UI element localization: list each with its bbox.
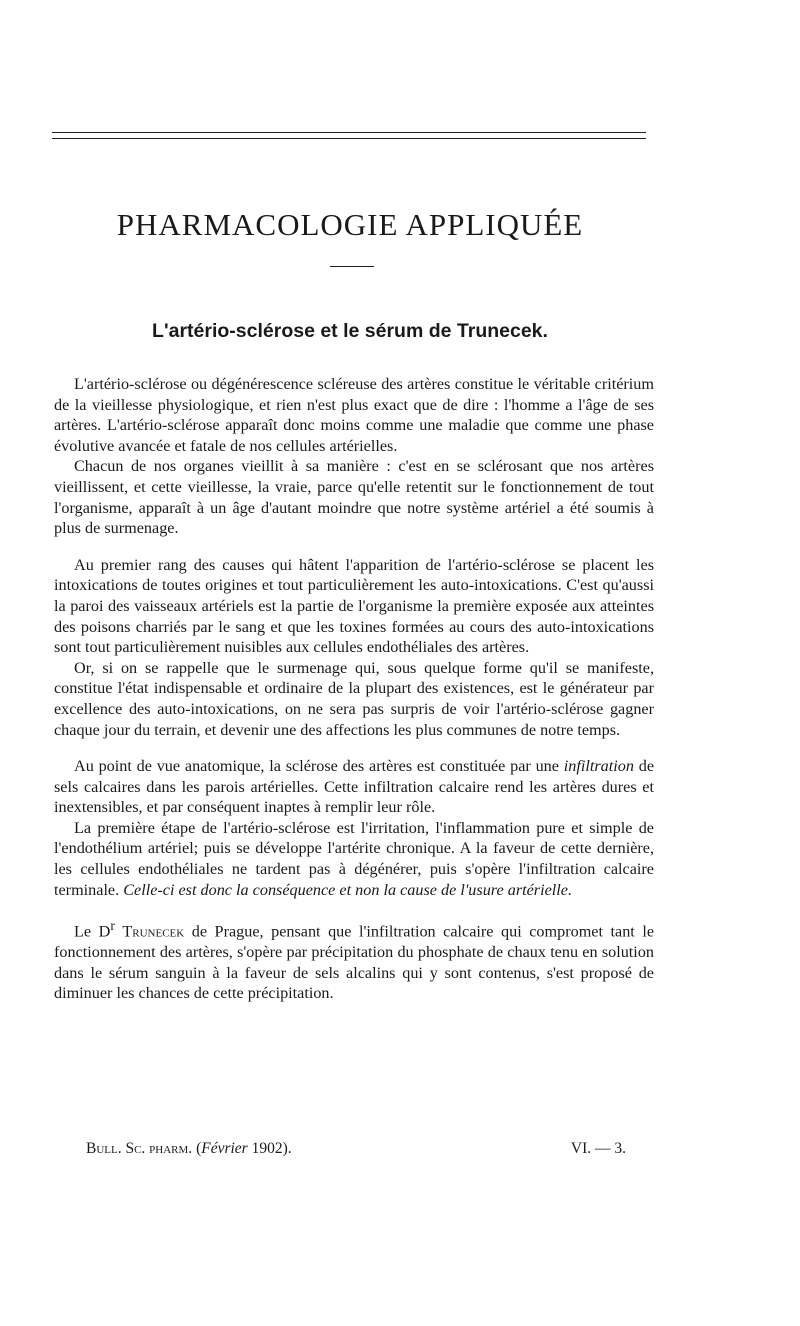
footer-date: Février [201,1140,248,1157]
article-subtitle: L'artério-sclérose et le sérum de Trunecek. [152,320,548,342]
paragraph-6 [54,818,654,900]
header-rule-bottom [52,138,646,139]
author-name: Trunecek [122,922,185,941]
paragraph-6-italic: Celle-ci est donc la conséquence et non la cause de l'usure artérielle. [123,880,573,899]
footer-signature: VI. — 3. [570,1140,626,1157]
article-body [54,374,654,1004]
paragraph-1: L'artério-sclérose ou dégénérescence scléreuse des artères constitue le véritable critérium de la vieillesse physiologique, et rien n'est plus exact que de dire : l'homme a l'âge de ses artères. L'artério-sclérose apparaît donc moins comme une maladie que comme une phase évolutive avancée et fatale de nos cellules artérielles. [54,375,654,455]
paragraph-7 [54,916,654,1004]
title-separator [330,266,374,267]
paragraph-7-before: Le D [74,922,111,941]
footer-date-close: 1902). [247,1140,292,1157]
paragraph-4: Or, si on se rappelle que le surmenage qui, sous quelque forme qu'il se manifeste, constitue l'état indispensable et ordinaire de la plupart des existences, est le générateur par excellence des auto-intoxications, on ne sera pas surpris de voir l'artério-sclérose gagner chaque jour du terrain, et devenir une des affections les plus communes de notre temps. [54,658,654,739]
footer-citation [86,1139,292,1159]
paragraph-3: Au premier rang des causes qui hâtent l'apparition de l'artério-sclérose se placent les intoxications de toutes origines et tout particulièrement les auto-intoxications. C'est qu'aussi la paroi des vaisseaux artériels est la partie de l'organisme la première exposée aux atteintes des poisons charriés par le sang et que les toxines formées au cours des auto-intoxications sont tout particulièrement nuisibles aux cellules endothéliales des artères. [54,555,654,657]
page-title: PHARMACOLOGIE APPLIQUÉE [116,207,584,242]
footer-date-open: ( [196,1140,202,1157]
paragraph-2: Chacun de nos organes vieillit à sa manière : c'est en se sclérosant que nos artères vieillissent, et cette vieillesse, la vraie, parce qu'elle retentit sur le fonctionnement de tout l'organisme, apparaît à un âge d'autant moindre que notre système artériel a été soumis à plus de surmenage. [54,457,654,538]
paragraph-5-before: Au point de vue anatomique, la sclérose des artères est constituée par une [74,757,564,776]
footer-journal: Bull. Sc. pharm. [86,1140,193,1157]
paragraph-6-before: La première étape de l'artério-sclérose est l'irritation, l'inflammation pure et simple de l'endothélium artériel; puis se développe l'artérite chronique. A la faveur de cette dernière, les cellules endothéliales ne tardent pas à dégénérer, puis s'opère l'infiltration calcaire terminale. [54,818,654,899]
header-rule-top [52,132,646,133]
paragraph-7-after: de Prague, pensant que l'infiltration calcaire qui compromet tant le fonctionnement des artères, s'opère par précipitation du phosphate de chaux tenu en solution dans le sérum sanguin à la faveur de sels alcalins qui y sont contenus, s'est proposé de diminuer les chances de cette précipitation. [54,922,655,1003]
paragraph-5 [54,756,654,818]
paragraph-7-sup: r [110,918,115,934]
paragraph-5-italic: infiltration [563,757,634,776]
paragraph-5-after: de sels calcaires dans les parois artérielles. Cette infiltration calcaire rend les artères dures et inextensibles, et par conséquent inaptes à remplir leur rôle. [54,757,655,817]
